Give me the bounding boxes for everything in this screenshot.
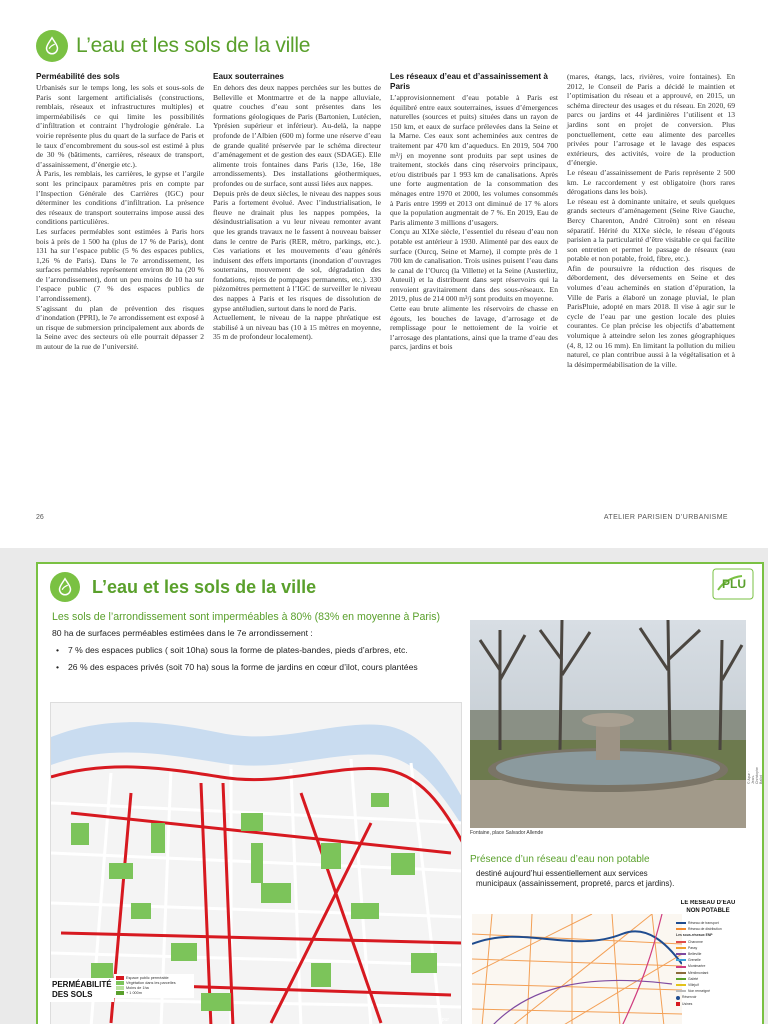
- slide-title: L’eau et les sols de la ville: [92, 576, 317, 597]
- column-reseaux-suite: [567, 72, 735, 369]
- non-potable-network-map: [472, 914, 682, 1024]
- page-title: L’eau et les sols de la ville: [76, 34, 311, 57]
- legend-item: Passy: [676, 945, 746, 951]
- paragraph: Cette eau brute alimente les réservoirs de chasse en égouts, les bouches de lavage, d’arrosage et de remplissage pour le nettoiement de la voirie et l’arrosage des plantations, ainsi que la trame d’eau des parcs, jardins et bois: [390, 304, 558, 352]
- permeability-map-graphic: [51, 703, 462, 1024]
- map-legend-title: PERMÉABILITÉ DES SOLS: [50, 978, 114, 1002]
- photo-caption: Fontaine, place Salvador Allende: [470, 830, 544, 836]
- paragraph: S’agissant du plan de prévention des risques d’inondation (PPRI), le 7e arrondissement est exposé à un risque de submersion principalement aux abords de la Seine avec des secteurs où elle pourrait dépasser 2 m autour de la rue de l’université.: [36, 303, 204, 352]
- photo-credit: © Apur · Jean-Christophe Ballot: [747, 767, 763, 784]
- legend-item: Montmartre: [676, 963, 746, 969]
- text-columns: [36, 72, 736, 472]
- paragraph: Actuellement, le niveau de la nappe phréatique est stabilisé à un niveau bas (10 à 15 mètres en moyenne, 35 m de profondeur localement).: [213, 313, 381, 342]
- non-potable-legend: [676, 920, 746, 1007]
- legend-item: Réservoir: [676, 994, 746, 1000]
- slide-header: [50, 572, 316, 602]
- map-credit: apur: [439, 1017, 450, 1023]
- non-potable-network: [472, 900, 762, 1024]
- legend-item: Grenelle: [676, 957, 746, 963]
- plu-logo-text: PLU: [722, 577, 746, 591]
- non-potable-legend-title: LE RÉSEAU D’EAU NON POTABLE: [680, 900, 736, 914]
- legend-swatch-dark-green: [116, 991, 124, 995]
- paragraph: À Paris, les remblais, les carrières, le gypse et l’argile sont les principaux paramètres pris en compte par l’Inspection Générale des Carrières (IGC) pour déterminer les conditions d’infiltration. La présence des réseaux de transport souterrains impose aussi des conditions particulières.: [36, 169, 204, 227]
- legend-item: Villejuif: [676, 982, 746, 988]
- column-permeabilite: [36, 72, 204, 352]
- permeable-surfaces-line: 80 ha de surfaces perméables estimées dans le 7e arrondissement :: [52, 628, 313, 638]
- top-header: [36, 30, 310, 62]
- column-eaux-souterraines: [213, 72, 381, 342]
- slide-frame: [36, 562, 764, 1024]
- water-drop-leaf-icon: [36, 30, 68, 62]
- paragraph: Conçu au XIXe siècle, l’essentiel du réseau d’eau non potable est antérieur à 1930. Alimenté par des eaux de surface (Ourcq, Seine et Marne), il compte près de 1 700 km de canalisation. Trois usines puisent l’eau dans le canal de l’Ourcq (la Villette) et la Seine (Austerlitz, Auteuil) et la distribuent dans sept réservoirs qui la renvoient gravitairement dans des sous-réseaux. En 2019, plus de 214 000 m³/j sont produits en moyenne.: [390, 227, 558, 304]
- paragraph: L’approvisionnement d’eau potable à Paris est équilibré entre eaux souterraines, issues d’émergences naturelles (sources et puits) situées dans un rayon de 150 km, et eaux de surface prélevées dans la Seine et la Marne. Ces eaux sont acheminées aux centres de traitement par 470 km d’aqueducs. En 2019, 504 700 m³/j en moyenne sont produits par sept usines de traitement, stockés dans cinq réservoirs principaux, et/ou distribués par 1 993 km de canalisations. Après une forte augmentation de la consommation des ménages entre 1970 et 2000, les volumes consommés à Paris entre 1999 et 2013 ont diminué de 17 % alors que la population augmentait de 7 %. En 2019, Eau de Paris alimente 3 millions d’usagers.: [390, 93, 558, 227]
- legend-item: Non renseigné: [676, 988, 746, 994]
- legend-item: Belleville: [676, 951, 746, 957]
- legend-item: Les sous-réseaux ENP: [676, 933, 713, 938]
- paragraph: Depuis près de deux siècles, le niveau des nappes sous Paris a fortement évolué. Avec l’industrialisation, le fleuve ne drainait plus les nappes pompées, la désindustrialisation a vu leur niveau remonter avant que les grands travaux ne le fassent à nouveau baisser dans le centre de Paris (RER, métro, parkings, etc.). Ces variations et les mouvements d’eau générés induisent des effets importants (inondation d’ouvrages souterrains, mouvement de sol, dégradation des fondations, rejets de pompages permanents, etc.). 330 piézomètres permettent à l’IGC de surveiller le niveau des nappes à Paris et les risques de dissolution de gypse antéludien, surtout dans le nord de Paris.: [213, 188, 381, 313]
- legend-swatch-green: [116, 981, 124, 985]
- page-number: 26: [36, 514, 44, 521]
- plu-logo: [712, 568, 754, 600]
- legend-swatch-red: [116, 976, 124, 980]
- legend-item: Gaïeté: [676, 976, 746, 982]
- paragraph: En dehors des deux nappes perchées sur les buttes de Belleville et Montmartre et de la nappe alluviale, quatre couches d’eau sont présentes dans les formations géologiques de Paris (Bartonien, Lutécien, Yprésien supérieur et inférieur). Au-delà, la nappe profonde de l’Albien (600 m) forme une réserve d’eau de grande qualité préservée par le schéma directeur d’aménagement et de gestion des eaux (SDAGE). Elle alimente trois fontaines dans Paris (13e, 16e, 18e arrondissements). Des installations géothermiques, profondes ou de surface, sont aussi liées aux nappes.: [213, 83, 381, 188]
- bullet-public-spaces: • 7 % des espaces publics ( soit 10ha) sous la forme de plates-bandes, pieds d’arbres, etc.: [68, 645, 408, 655]
- fountain-photo-image: [470, 620, 746, 828]
- paragraph: Les surfaces perméables sont estimées à Paris hors bois à près de 1 500 ha (plus de 17 % de Paris), dont 131 ha sur l’espace public (5 % des espaces publics, 1,26 % de Paris). Dans le 7e arrondissement, les surfaces perméables représentent environ 80 ha (20 % de l’arrondissement), dont un peu moins de 10 ha sur l’espace public (7 % des espaces publics de l’arrondissement).: [36, 226, 204, 304]
- legend-item: Réseau de transport: [676, 920, 746, 926]
- fountain-photo: [470, 620, 746, 828]
- paragraph: Urbanisés sur le temps long, les sols et sous-sols de Paris sont largement artificialisés (constructions, remblais, réseaux et infrastructures multiples) et imperméabilisés ce qui limite les possibilités d’infiltration et contraint l’hydrologie générale. La voirie représente plus du quart de la surface de Paris et le taux d’encombrement du sous-sol est estimé à plus de 30 % (bâtiments, carrières, réseaux de transport, d’assainissement, d’énergie etc.).: [36, 83, 204, 169]
- non-potable-heading: Présence d’un réseau d’eau non potable: [470, 854, 650, 865]
- publisher-name: ATELIER PARISIEN D’URBANISME: [603, 514, 728, 521]
- bottom-page: [0, 548, 768, 1024]
- water-drop-leaf-icon: [50, 572, 80, 602]
- legend-item: Espace public perméable: [116, 976, 192, 981]
- map-legend: [114, 974, 194, 998]
- bullet-private-spaces: • 26 % des espaces privés (soit 70 ha) sous la forme de jardins en cœur d’ilot, cours plantées: [68, 662, 418, 672]
- column-reseaux: [390, 72, 558, 352]
- legend-item: + 1 000m: [116, 991, 192, 996]
- heading-eaux-souterraines: Eaux souterraines: [213, 72, 284, 81]
- permeability-map: [50, 702, 462, 1024]
- heading-permeabilite: Perméabilité des sols: [36, 72, 120, 81]
- paragraph: Le réseau d’assainissement de Paris représente 2 500 km. Le raccordement y est obligatoire (hors rares dérogations dans les bois).: [567, 167, 735, 197]
- paragraph: Le réseau est à dominante unitaire, et seuls quelques grands secteurs d’aménagement (Seine Rive Gauche, Bercy Charenton, André Citroën) sont en réseau séparatif. Hérité du XIXe siècle, le réseau d’égouts parisien a la particularité d’être visitable ce qui facilite son entretien et permet le passage de réseaux (eau potable et non potable, froid, fibre, etc.).: [567, 196, 735, 264]
- heading-reseaux: Les réseaux d’eau et d’assainissement à Paris: [390, 72, 548, 91]
- paragraph: Afin de poursuivre la réduction des risques de débordement, des déversements en Seine et des volumes d’eau acheminés en station d’épuration, la Ville de Paris a élaboré un zonage pluvial, le plan ParisPluie, adopté en mars 2018. Il vise à agir sur le cycle de l’eau par une gestion locale des pluies courantes. Ce plan précise les objectifs d’abattement volumique à atteindre selon les zones géographiques (4, 8, 12 ou 16 mm). En limitant la pollution du milieu naturel, ce plan contribue aussi à la végétalisation et à la désimperméabilisation de la ville.: [567, 263, 735, 369]
- legend-item: Moins de 1ha: [116, 986, 192, 991]
- legend-item: Usines: [676, 1001, 746, 1007]
- paragraph: (mares, étangs, lacs, rivières, voire fontaines). En 2012, le Conseil de Paris a décidé le maintien et l’optimisation du réseau et a approuvé, en 2015, un schéma directeur des usages et du réseau. En 2020, 69 parcs ou jardins et 44 jardinières l’utilisent et 13 jardins sont en projet de conversion. Plus ponctuellement, cette eau alimente des parcelles privées pour l’arrosage et le lavage des espaces extérieurs, des activités, voire de la production d’énergie.: [567, 72, 735, 168]
- legend-item: Végétation dans les parcelles: [116, 981, 192, 986]
- non-potable-text: destiné aujourd’hui essentiellement aux services municipaux (assainissement, propreté, parcs et jardins).: [476, 869, 675, 888]
- permeability-subheading: Les sols de l’arrondissement sont imperméables à 80% (83% en moyenne à Paris): [52, 611, 441, 623]
- legend-item: Charonne: [676, 939, 746, 945]
- legend-item: Réseau de distribution: [676, 926, 746, 932]
- legend-item: Ménilmontant: [676, 970, 746, 976]
- legend-swatch-light-green: [116, 986, 124, 990]
